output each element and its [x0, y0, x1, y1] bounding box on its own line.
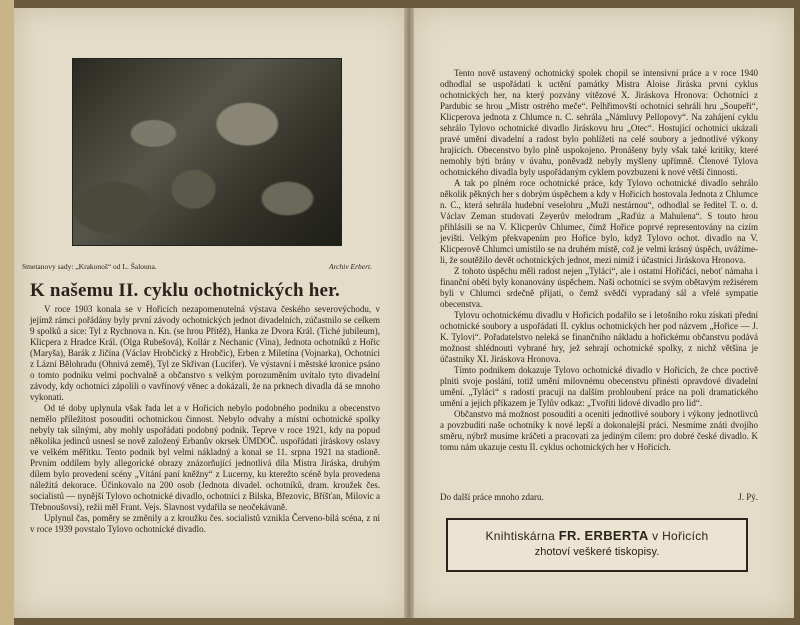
photo-credit: Archiv Erbert.: [328, 262, 372, 271]
paragraph: Tímto podnikem dokazuje Tylovo ochotnické divadlo v Hořicích, že chce poctivě plniti svoje poslání, totiž umění milovnému obecenstvu přinésti opravdové divadelní umění. „Tyláci“ s radostí pracují na dalším prohloubení práce na poli dramatického umění a jejich příkazem je Tylův odkaz: „Tvořiti lidové divadlo pro lid“.: [440, 365, 758, 408]
author-signature: J. Pý.: [738, 492, 758, 502]
paragraph: Občanstvo má možnost posouditi a oceniti jednotlivé soubory i výkony jednotlivců a povzbuditi naše ochotníky k nové lepší a dokonalejší práci. Nesmíme znáti dvojího směru, nýbrž musíme kráčeti a pracovati za jediným cílem: pro dobré české divadlo. K tomu nám ukazuje cestu II. cyklus ochotnických her v Hořicích.: [440, 409, 758, 452]
photo-caption: Smetanovy sady: „Krakonoš“ od L. Šalouna.: [22, 262, 157, 271]
article-heading: K našemu II. cyklu ochotnických her.: [30, 280, 341, 301]
paragraph: Tylovu ochotnickému divadlu v Hořicích podařilo se i letošního roku získati přední ochotnické soubory a uspořádati II. cyklus ochotnických her pod názvem „Hořice — J. K. Tylovi“. Pořadatelstvo neleká se finančního nákladu a hořickému občanstvu podává možnost shlédnouti vybrané hry, jež sehrají ochotnické spolky, z nichž většina je účastníky XI. Jiráskova Hronova.: [440, 310, 758, 364]
book-gutter: [404, 8, 414, 618]
paragraph: Tento nově ustavený ochotnický spolek chopil se intensivní práce a v roce 1940 odhodlal se uspořádati k uctění památky Mistra Aloise Jiráska první cyklus ochotnických her, na který pozvány vítězové X. Jiráskova Hronova: Ochotníci z Pardubic se hrou „Mistr ostrého meče“. Pelhřimovští ochotníci sehráli hru „Soupeři“, Klicperova jednota z Chlumce n. C. sehrála „Námluvy Pellopovy“. Na zahájení cyklu sehrálo Tylovo ochotnické divadlo Jiráskovu hru „Otec“. Hostující ochotníci ukázali pravé umění divadelní a radost bylo pohlížeti na celé soubory a jednotlivé výkony hrajících. Obecenstvo bylo plně uspokojeno. Pronášeny byly však také kritiky, které nemohly býti brány v úvahu, poněvadž nebyly myšleny upřímně. Členové Tylova ochotnického divadla byly uspořádaným cyklem povzbuzeni k nové větší činnosti.: [440, 68, 758, 177]
right-column-text: [440, 68, 758, 453]
paragraph: V roce 1903 konala se v Hořicích nezapomenutelná výstava českého severovýchodu, v jejímž rámci pořádány byly první závody ochotnických jednot divadelních, zúčastnilo se celkem 9 spolků a sice: Tyl z Rychnova n. Kn. (se hrou Přítěž), Hanka ze Dvora Král. (Tiché jubileum), Klicpera z Hradce Král. (Olga Rubešová), Kollár z Nechanic (Vina), Jednota ochotníků z Hořic (Maryša), Barák z Jičína (Václav Hrobčický z Hrobčic), Erben z Miletína (Vojnarka), Ochotníci z Lázní Bělohradu (Ohnivá země), Tyl ze Skřivan (Lucifer). Ve výstavní i městské kronice psáno o tomto podniku velmi pochvalně a občanstvo s velkým porozuměním uvítalo tyto divadelní závody, kdy ochotníci zápolili o vavřínový věnec a dokázali, že na prknech divadla dá se mnoho vykonati.: [30, 304, 380, 402]
paragraph: Z tohoto úspěchu měli radost nejen „Tyláci“, ale i ostatní Hořičáci, neboť námaha i finanční oběti byly konanovány úspěchem. Naši ochotníci se svým obětavým režisérem byli v Chlumci srdečně přijati, o čemž svědčí vypradaný sál a vřelé sympatie obecenstva.: [440, 266, 758, 309]
ad-company-name: FR. ERBERTA: [558, 528, 649, 543]
paragraph: A tak po plném roce ochotnické práce, kdy Tylovo ochotnické divadlo sehrálo několik pěkných her s dobrým úspěchem a kdy v Hořicích hostovala Jednota z Chlumce n. C., která sehrála hudební veselohru „Muži nestárnou“, odhodlal se ředitel T. o. d. Václav Zeman studovati Zeyerův melodram „Raďúz a Mahulena“. S touto hrou přihlásili se na V. Klicperův Chlumec, čímž Hořice poprvé representovány na cizím jevišti. Velkým překvapením pro Hořice bylo, když Tylovo ochot. divadlo na V. Klicperově Chlumci umístilo se na druhém místě, což je velmi krásný úspěch, uvážíme-li, že soutěžilo devět ochotnických jednot, mezi nimiž i účastníci Jiráskova Hronova.: [440, 178, 758, 265]
left-column-text: [30, 304, 380, 535]
ad-line-1: [448, 528, 746, 543]
ad-location: v Hořicích: [652, 529, 709, 543]
paragraph: Od té doby uplynula však řada let a v Hořicích nebylo podobného podniku a obecenstvo nemělo příležitost posouditi ochotnickou činnost. Nebylo odvahy a místní ochotnické spolky nebyly tak silnými, aby mohly uspořádati podobný podnik. Teprve v roce 1921, kdy na popud několika jedinců usnesl se nově založený Erbanův okrsek ÚMDOČ. uspořádati jiráskovy oslavy ve velkém měřítku. Tento podnik byl velmi nákladný a konal se 11. srpna 1921 na stadioně. Prvním oddílem byly allegorické obrazy znázorňující jednotlivá díla Mistra Jiráska, druhým dílem bylo provedení scény „Vítání paní kněžny“ z Lucerny, ku kterežto scéně byla provedena náležitá dekorace. Účinkovalo na 200 osob (Jednota divadel. ochotníků, dram. kroužek čes. socialistů — nynější Tylovo ochotnické divadlo, ochotníci z Bilska, Březovic, Bříšťan, Milovic a Třebnoušovsi), režii měl Frant. Vejs. Slavnost vydařila se neočekávaně.: [30, 403, 380, 512]
closing-text: Do další práce mnoho zdaru.: [440, 492, 544, 502]
ad-prefix: Knihtiskárna: [485, 529, 556, 543]
printer-advertisement: [446, 518, 748, 572]
background-page-edge: [0, 0, 14, 625]
closing-row: [440, 492, 758, 502]
ad-line-2: zhotoví veškeré tiskopisy.: [534, 546, 660, 558]
photo-caption-row: [22, 262, 372, 271]
paragraph: Uplynul čas, poměry se změnily a z kroužku čes. socialistů vznikla Červeno-bílá scéna, z ní v roce 1939 povstalo Tylovo ochotnické divadlo.: [30, 513, 380, 534]
krakonos-statue-photo: [72, 58, 342, 246]
